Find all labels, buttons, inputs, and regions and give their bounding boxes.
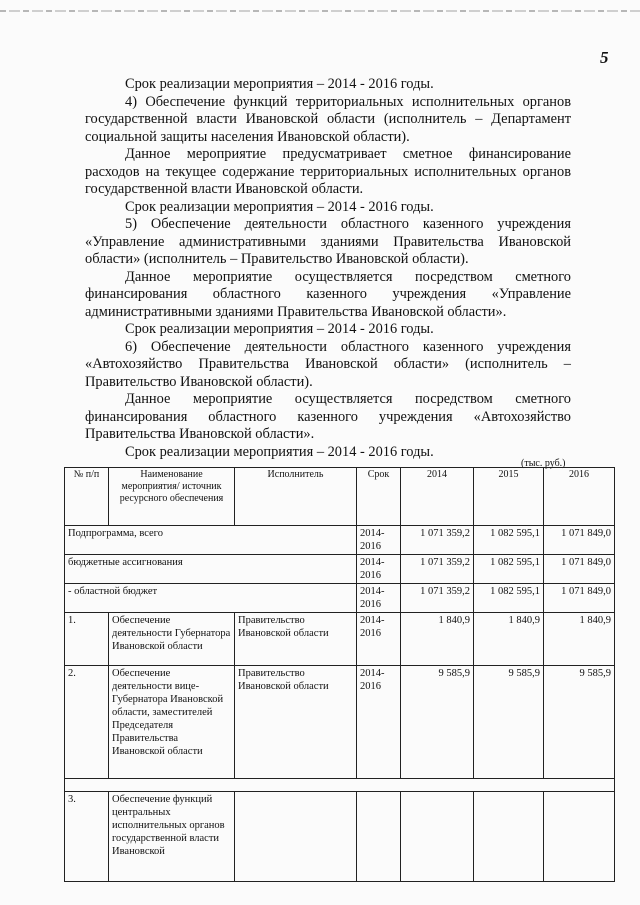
summary-2015: 1 082 595,1 (474, 526, 544, 555)
table-row (65, 666, 615, 779)
summary-row (65, 555, 615, 584)
summary-label: - областной бюджет (65, 584, 357, 613)
row-num: 2. (65, 666, 109, 779)
summary-row (65, 526, 615, 555)
row-name: Обеспечение деятельности вице-Губернатора Ивановской области, заместителей Председателя Правительства Ивановской области (109, 666, 235, 779)
summary-2014: 1 071 359,2 (401, 526, 474, 555)
summary-term: 2014-2016 (357, 526, 401, 555)
row-2015: 9 585,9 (474, 666, 544, 779)
row-2014 (401, 792, 474, 882)
summary-2015: 1 082 595,1 (474, 555, 544, 584)
header-executor: Исполнитель (235, 468, 357, 526)
empty-row (65, 779, 615, 792)
row-num: 3. (65, 792, 109, 882)
table-row (65, 613, 615, 666)
summary-2016: 1 071 849,0 (544, 584, 615, 613)
summary-2015: 1 082 595,1 (474, 584, 544, 613)
summary-2014: 1 071 359,2 (401, 555, 474, 584)
row-term: 2014-2016 (357, 613, 401, 666)
header-term: Срок (357, 468, 401, 526)
row-2014: 9 585,9 (401, 666, 474, 779)
body-text (85, 76, 571, 461)
table-header-row (65, 468, 615, 526)
paragraph: Срок реализации мероприятия – 2014 - 2016 годы. (125, 321, 434, 337)
paragraph: Данное мероприятие осуществляется посредством сметного финансирования областного казенного учреждения «Управление административными зданиями Правительства Ивановской области». (85, 268, 571, 320)
header-num: № п/п (65, 468, 109, 526)
row-2016 (544, 792, 615, 882)
summary-label: бюджетные ассигнования (65, 555, 357, 584)
row-name: Обеспечение деятельности Губернатора Ивановской области (109, 613, 235, 666)
paragraph: Срок реализации мероприятия – 2014 - 2016 годы. (125, 76, 434, 92)
header-2014: 2014 (401, 468, 474, 526)
units-label: (тыс. руб.) (521, 458, 566, 469)
row-executor: Правительство Ивановской области (235, 666, 357, 779)
header-2015: 2015 (474, 468, 544, 526)
table-row (65, 792, 615, 882)
paragraph: Данное мероприятие осуществляется посредством сметного финансирования областного казенного учреждения «Автохозяйство Правительства Ивановской области». (85, 391, 571, 442)
row-num: 1. (65, 613, 109, 666)
row-2016: 9 585,9 (544, 666, 615, 779)
paragraph: Срок реализации мероприятия – 2014 - 2016 годы. (125, 198, 434, 215)
row-2014: 1 840,9 (401, 613, 474, 666)
budget-table (64, 467, 615, 882)
row-2016: 1 840,9 (544, 613, 615, 666)
paragraph: Данное мероприятие предусматривает сметное финансирование расходов на текущее содержание территориальных исполнительных органов государственной власти Ивановской области. (85, 146, 571, 197)
header-name: Наименование мероприятия/ источник ресурсного обеспечения (109, 468, 235, 526)
row-2015 (474, 792, 544, 882)
scan-top-edge (0, 10, 640, 12)
paragraph: Срок реализации мероприятия – 2014 - 2016 годы. (125, 443, 434, 460)
row-executor (235, 792, 357, 882)
row-executor: Правительство Ивановской области (235, 613, 357, 666)
summary-term: 2014-2016 (357, 555, 401, 584)
header-2016: 2016 (544, 468, 615, 526)
paragraph: 4) Обеспечение функций территориальных исполнительных органов государственной власти Ивановской области (исполнитель – Департамент социальной защиты населения Ивановской области). (85, 93, 571, 145)
paragraph: 6) Обеспечение деятельности областного казенного учреждения «Автохозяйство Правительства Ивановской области» (исполнитель – Правительство Ивановской области). (85, 338, 571, 390)
summary-row (65, 584, 615, 613)
row-term: 2014-2016 (357, 666, 401, 779)
page-number: 5 (600, 48, 609, 67)
empty-cell (65, 779, 615, 792)
summary-2016: 1 071 849,0 (544, 555, 615, 584)
summary-term: 2014-2016 (357, 584, 401, 613)
summary-label: Подпрограмма, всего (65, 526, 357, 555)
row-name: Обеспечение функций центральных исполнительных органов государственной власти Ивановской (109, 792, 235, 882)
summary-2014: 1 071 359,2 (401, 584, 474, 613)
summary-2016: 1 071 849,0 (544, 526, 615, 555)
row-term (357, 792, 401, 882)
paragraph: 5) Обеспечение деятельности областного казенного учреждения «Управление административными зданиями Правительства Ивановской области» (исполнитель – Правительство Ивановской области). (85, 216, 571, 267)
row-2015: 1 840,9 (474, 613, 544, 666)
